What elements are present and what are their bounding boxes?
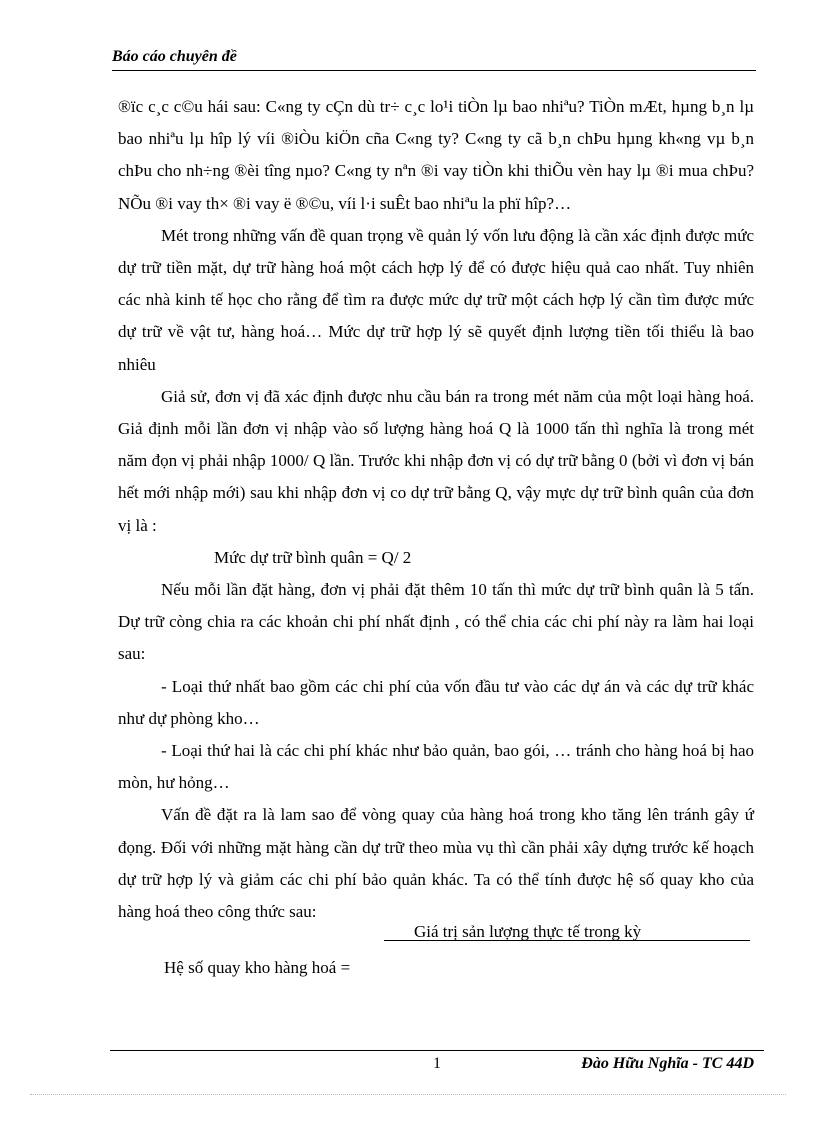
footer-author: Đào Hữu Nghĩa - TC 44D: [581, 1055, 754, 1072]
formula-numerator: Giá trị sản lượng thực tế trong kỳ: [414, 922, 642, 942]
paragraph-2: Mét trong những vấn đề quan trọng về quản lý vốn lưu động là cần xác định được mức dự trữ tiền mặt, dự trữ hàng hoá một cách hợp lý để có được hiệu quả cao nhất. Tuy nhiên các nhà kinh tế học cho rằng để tìm ra được mức dự trữ một cách hợp lý cần tìm được mức dự trữ về vật tư, hàng hoá… Mức dự trữ hợp lý sẽ quyết định lượng tiền tối thiểu là bao nhiêu: [118, 225, 754, 374]
page-number: 1: [433, 1055, 441, 1072]
header-divider: [112, 70, 756, 71]
paragraph-4: Nếu mỗi lần đặt hàng, đơn vị phải đặt thêm 10 tấn thì mức dự trữ bình quân là 5 tấn. Dự trữ còng chia ra các khoản chi phí nhất định , có thể chia các chi phí này ra làm hai loại sau:: [118, 580, 754, 664]
page-boundary: [30, 1094, 786, 1095]
paragraph-5: Vấn đề đặt ra là lam sao để vòng quay của hàng hoá trong kho tăng lên tránh gây ứ đọng. Đối với những mặt hàng cần dự trữ theo mùa vụ thì cần phải xây dựng trước kế hoạch dự trữ hợp lý và giảm các chi phí bảo quản khác. Ta có thể tính được hệ số quay kho của hàng hoá theo công thức sau:: [118, 805, 754, 922]
paragraph-3: Giả sử, đơn vị đã xác định được nhu cầu bán ra trong mét năm của một loại hàng hoá. Giả định mỗi lần đơn vị nhập vào số lượng hàng hoá Q là 1000 tấn thì nghĩa là trong mét năm đọn vị phải nhập 1000/ Q lần. Trước khi nhập đơn vị có dự trữ bằng 0 (bởi vì đơn vị bán hết mới nhập mới) sau khi nhập đơn vị co dự trữ bằng Q, vậy mực dự trữ bình quân của đơn vị là :: [118, 386, 754, 535]
list-item-cost-type-1: - Loại thứ nhất bao gồm các chi phí của vốn đầu tư vào các dự án và các dự trữ khác như dự phòng kho…: [118, 676, 754, 728]
formula-label: Hệ số quay kho hàng hoá =: [164, 958, 351, 978]
average-stock-formula: Mức dự trữ bình quân = Q/ 2: [214, 547, 412, 567]
footer-divider: [110, 1050, 764, 1051]
list-item-cost-type-2: - Loại thứ hai là các chi phí khác như bảo quản, bao gói, … tránh cho hàng hoá bị hao mòn, hư hỏng…: [118, 741, 754, 793]
document-header-title: Báo cáo chuyên đề: [112, 48, 237, 65]
fraction-line: [384, 940, 750, 941]
paragraph-1: ®ïc c¸c c©u hái sau: C«ng ty cÇn dù tr÷ c¸c lo¹i tiÒn lµ bao nhiªu? TiÒn mÆt, hµng b¸n lµ bao nhiªu lµ hîp lý víi ®iÒu kiÖn cña C«ng ty? C«ng ty cã b¸n chÞu hµng kh«ng vµ b¸n chÞu cho nh÷ng ®èi tîng nµo? C«ng ty nªn ®i vay tiÒn khi thiÕu vèn hay lµ ®i mua chÞu? NÕu ®i vay th× ®i vay ë ®©u, víi l·i suÊt bao nhiªu la phï hîp?…: [118, 97, 754, 213]
turnover-formula: [118, 922, 754, 992]
document-body: [118, 91, 754, 992]
